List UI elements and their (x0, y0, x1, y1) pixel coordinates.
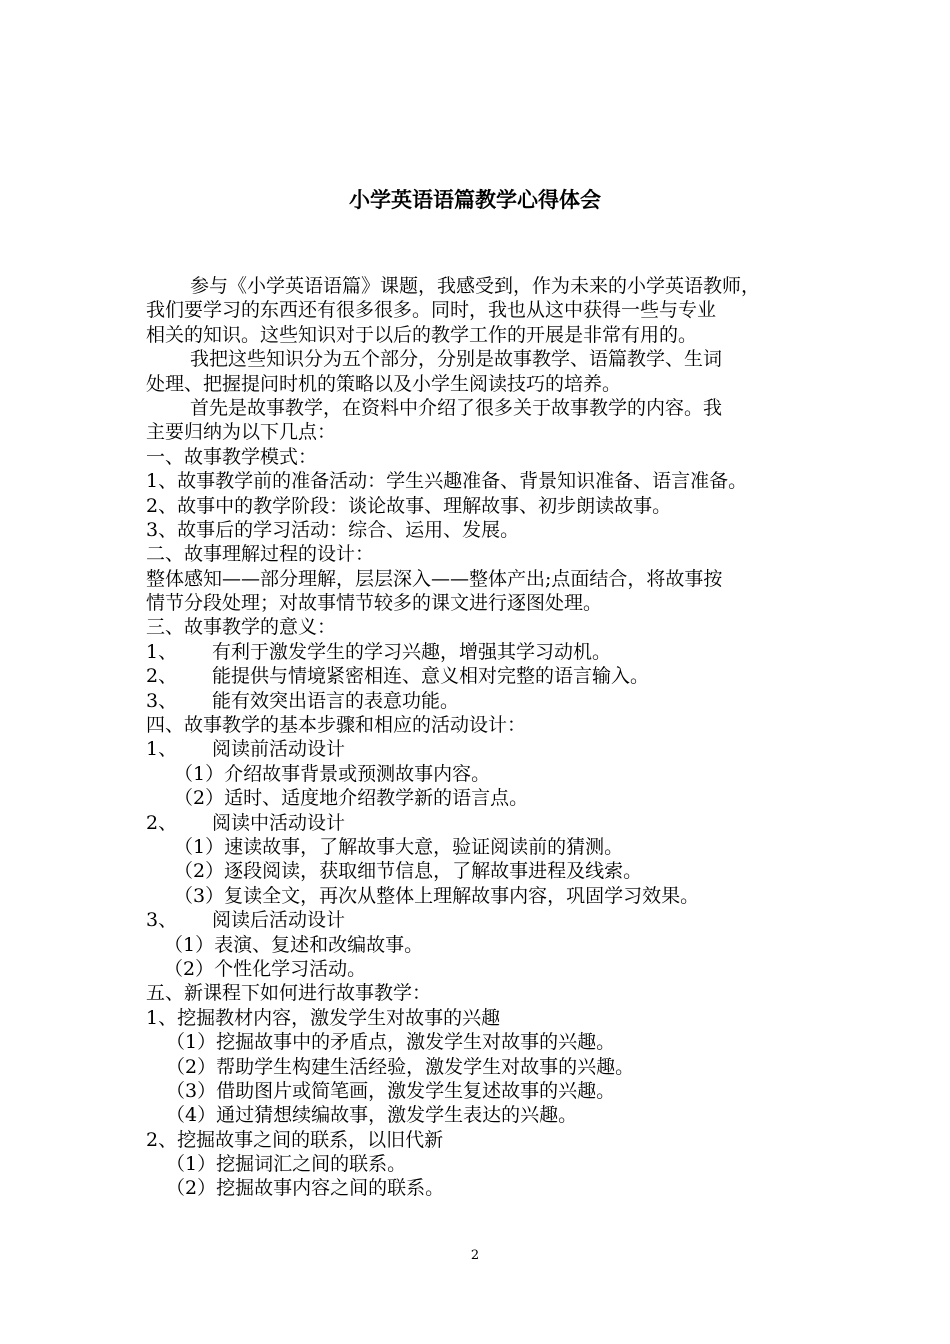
line-text: （1）挖掘故事中的矛盾点，激发学生对故事的兴趣。 (166, 1031, 616, 1054)
text-line (146, 933, 811, 957)
line-text: 整体感知——部分理解，层层深入——整体产出;点面结合，将故事按 (146, 567, 723, 590)
line-text: 2、挖掘故事之间的联系，以旧代新 (146, 1128, 444, 1151)
line-text: （1）表演、复述和改编故事。 (164, 933, 424, 956)
text-line (146, 1055, 811, 1079)
line-text: 四、故事教学的基本步骤和相应的活动设计： (146, 714, 527, 737)
document-title: 小学英语语篇教学心得体会 (349, 187, 601, 212)
line-text: 一、故事教学模式： (146, 445, 318, 468)
text-line (146, 1030, 811, 1054)
text-line (146, 298, 811, 322)
text-line (146, 347, 811, 371)
page-number: 2 (470, 1248, 480, 1263)
text-line (146, 981, 811, 1005)
line-text: 3、故事后的学习活动：综合、运用、发展。 (146, 518, 520, 541)
line-text: （1）介绍故事背景或预测故事内容。 (174, 762, 491, 785)
text-line (146, 445, 811, 469)
line-text: 情节分段处理；对故事情节较多的课文进行逐图处理。 (146, 592, 603, 615)
line-text: （4）通过猜想续编故事，激发学生表达的兴趣。 (166, 1104, 578, 1127)
list-number: 1、 (146, 738, 178, 761)
text-line (146, 591, 811, 615)
text-line (146, 494, 811, 518)
line-text: 相关的知识。这些知识对于以后的教学工作的开展是非常有用的。 (146, 323, 698, 346)
text-line (146, 274, 811, 298)
text-line (146, 518, 811, 542)
line-text: 处理、把握提问时机的策略以及小学生阅读技巧的培养。 (146, 372, 622, 395)
text-line (146, 1006, 811, 1030)
line-text: （3）借助图片或简笔画，激发学生复述故事的兴趣。 (166, 1079, 616, 1102)
line-text: 有利于激发学生的学习兴趣，增强其学习动机。 (212, 640, 612, 663)
line-text: 二、故事理解过程的设计： (146, 543, 375, 566)
line-text: 阅读前活动设计 (212, 738, 346, 761)
text-line (146, 737, 811, 761)
line-text: 主要归纳为以下几点： (146, 421, 337, 444)
text-line (146, 811, 811, 835)
line-text: 阅读后活动设计 (212, 909, 346, 932)
text-line (146, 957, 811, 981)
text-line (146, 835, 811, 859)
list-number: 3、 (146, 909, 178, 932)
text-line (146, 372, 811, 396)
text-line (146, 689, 811, 713)
line-text: 我们要学习的东西还有很多很多。同时，我也从这中获得一些与专业 (146, 299, 717, 322)
line-text: （1）速读故事，了解故事大意，验证阅读前的猜测。 (174, 835, 624, 858)
line-text: （2）逐段阅读，获取细节信息，了解故事进程及线索。 (174, 860, 643, 883)
text-line (146, 640, 811, 664)
line-text: （1）挖掘词汇之间的联系。 (166, 1153, 407, 1176)
line-text: 1、挖掘教材内容，激发学生对故事的兴趣 (146, 1006, 501, 1029)
text-line (146, 786, 811, 810)
text-line (146, 1103, 811, 1127)
line-text: 三、故事教学的意义： (146, 616, 337, 639)
line-text: 1、故事教学前的准备活动：学生兴趣准备、背景知识准备、语言准备。 (146, 470, 748, 493)
text-line (146, 615, 811, 639)
list-number: 3、 (146, 689, 178, 712)
line-text: （2）挖掘故事内容之间的联系。 (166, 1177, 445, 1200)
line-text: （2）帮助学生构建生活经验，激发学生对故事的兴趣。 (166, 1055, 635, 1078)
text-line (146, 420, 811, 444)
line-text: 2、故事中的教学阶段：谈论故事、理解故事、初步朗读故事。 (146, 494, 672, 517)
text-line (146, 1152, 811, 1176)
text-line (146, 1128, 811, 1152)
text-line (146, 469, 811, 493)
line-text: 参与《小学英语语篇》课题，我感受到，作为未来的小学英语教师， (190, 275, 761, 297)
line-text: 能有效突出语言的表意功能。 (212, 689, 460, 712)
text-line (146, 859, 811, 883)
text-line (146, 713, 811, 737)
text-line (146, 1079, 811, 1103)
text-line (146, 664, 811, 688)
document-body (146, 274, 811, 1201)
text-line (146, 567, 811, 591)
line-text: 能提供与情境紧密相连、意义相对完整的语言输入。 (212, 665, 650, 688)
line-text: 首先是故事教学，在资料中介绍了很多关于故事教学的内容。我 (190, 396, 723, 419)
text-line (146, 908, 811, 932)
line-text: （2）适时、适度地介绍教学新的语言点。 (174, 787, 529, 810)
text-line (146, 762, 811, 786)
text-line (146, 323, 811, 347)
list-number: 2、 (146, 811, 178, 834)
text-line (146, 396, 811, 420)
line-text: 我把这些知识分为五个部分，分别是故事教学、语篇教学、生词 (190, 348, 723, 371)
list-number: 2、 (146, 665, 178, 688)
text-line (146, 1176, 811, 1200)
list-number: 1、 (146, 640, 178, 663)
line-text: （2）个性化学习活动。 (164, 957, 367, 980)
text-line (146, 542, 811, 566)
line-text: 阅读中活动设计 (212, 811, 346, 834)
line-text: 五、新课程下如何进行故事教学： (146, 982, 432, 1005)
line-text: （3）复读全文，再次从整体上理解故事内容，巩固学习效果。 (174, 884, 700, 907)
text-line (146, 884, 811, 908)
